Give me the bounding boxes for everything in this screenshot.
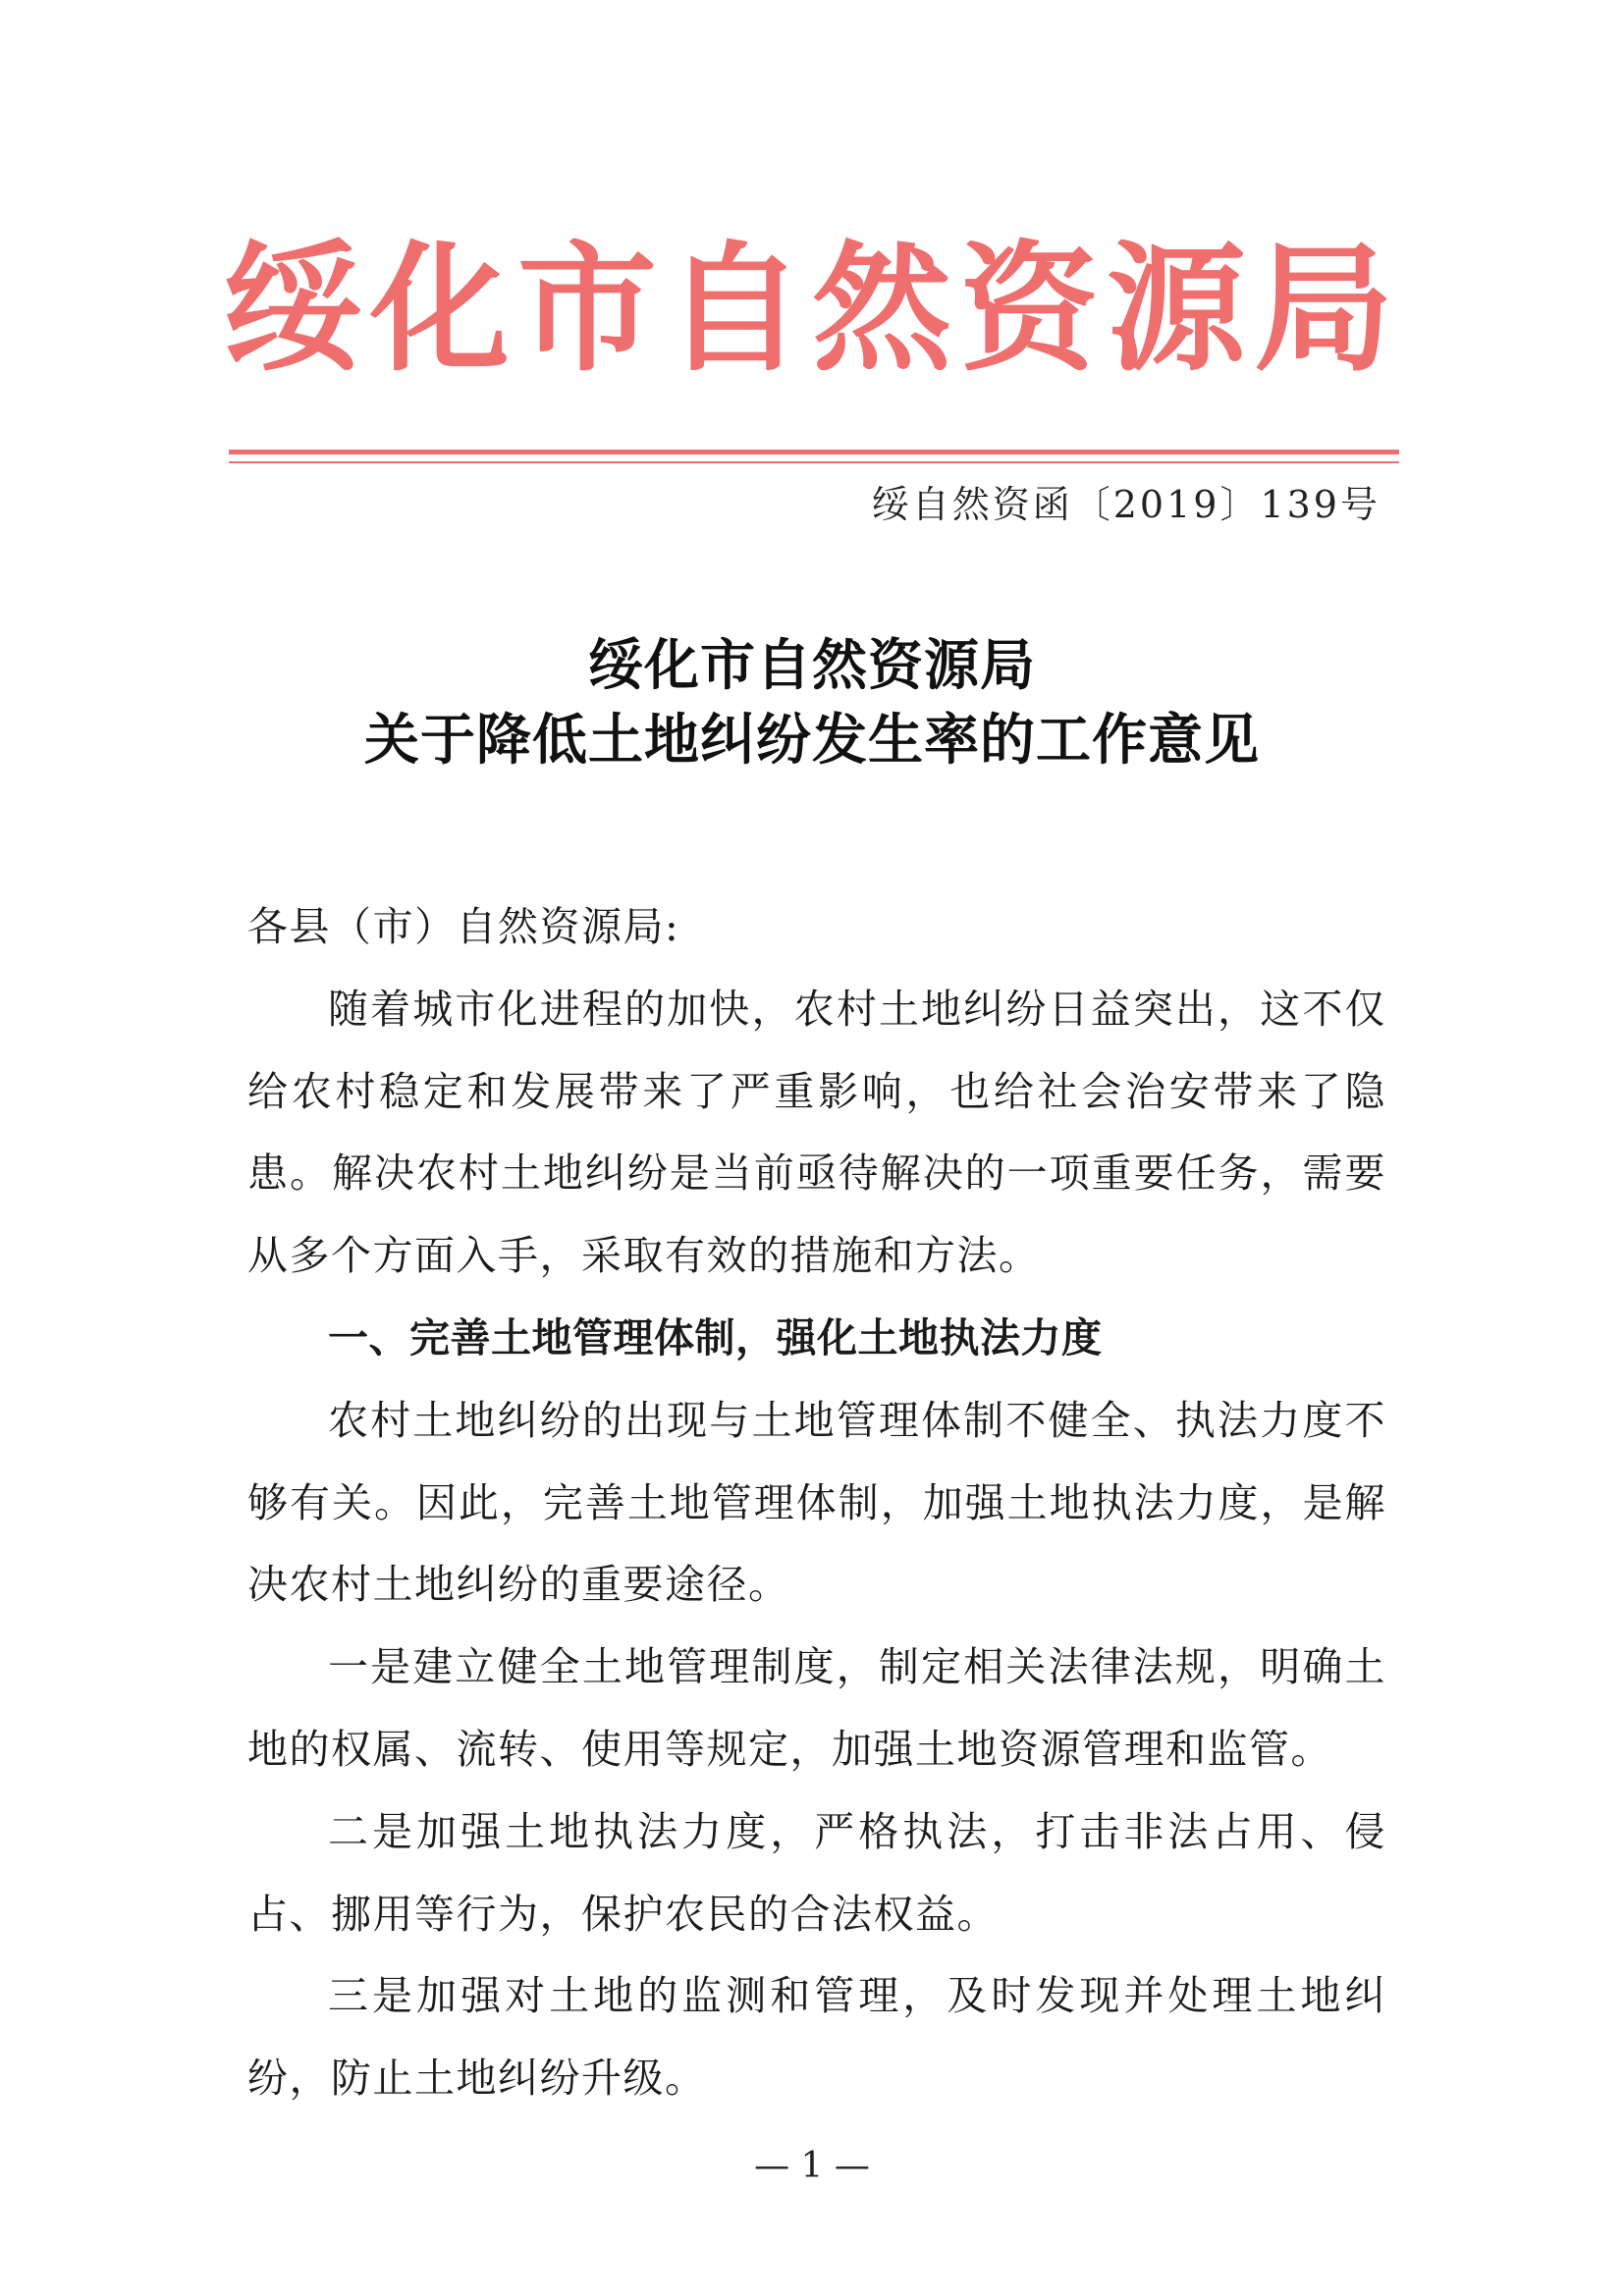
document-title <box>0 628 1624 777</box>
header-red-rule-thin <box>229 461 1399 463</box>
masthead-title: 绥化市自然资源局 <box>223 228 1401 391</box>
section-1-heading: 一、完善土地管理体制，强化土地执法力度 <box>328 1313 1103 1362</box>
document-title-line-1: 绥化市自然资源局 <box>588 633 1036 698</box>
intro-paragraph: 随着城市化进程的加快，农村土地纠纷日益突出，这不仅给农村稳定和发展带来了严重影响，也给社会治安带来了隐患。解决农村土地纠纷是当前亟待解决的一项重要任务，需要从多个方面入手，采取有效的措施和方法。 <box>247 985 1386 1280</box>
document-number: 绥自然资函〔2019〕139号 <box>871 483 1380 526</box>
page-number: — 1 — <box>754 2146 870 2186</box>
document-body <box>247 886 1386 2120</box>
section-1-paragraph-2: 一是建立健全土地管理制度，制定相关法律法规，明确土地的权属、流转、使用等规定，加强土地资源管理和监管。 <box>247 1643 1386 1773</box>
salutation: 各县（市）自然资源局: <box>247 903 680 950</box>
document-title-line-2: 关于降低土地纠纷发生率的工作意见 <box>364 708 1260 773</box>
section-1-paragraph-1: 农村土地纠纷的出现与土地管理体制不健全、执法力度不够有关。因此，完善土地管理体制，加强土地执法力度，是解决农村土地纠纷的重要途径。 <box>247 1396 1386 1609</box>
header-red-rule-thick <box>229 450 1399 454</box>
section-1-paragraph-4: 三是加强对土地的监测和管理，及时发现并处理土地纠纷，防止土地纠纷升级。 <box>247 1972 1386 2103</box>
section-1-paragraph-3: 二是加强土地执法力度，严格执法，打击非法占用、侵占、挪用等行为，保护农民的合法权益。 <box>247 1807 1386 1938</box>
